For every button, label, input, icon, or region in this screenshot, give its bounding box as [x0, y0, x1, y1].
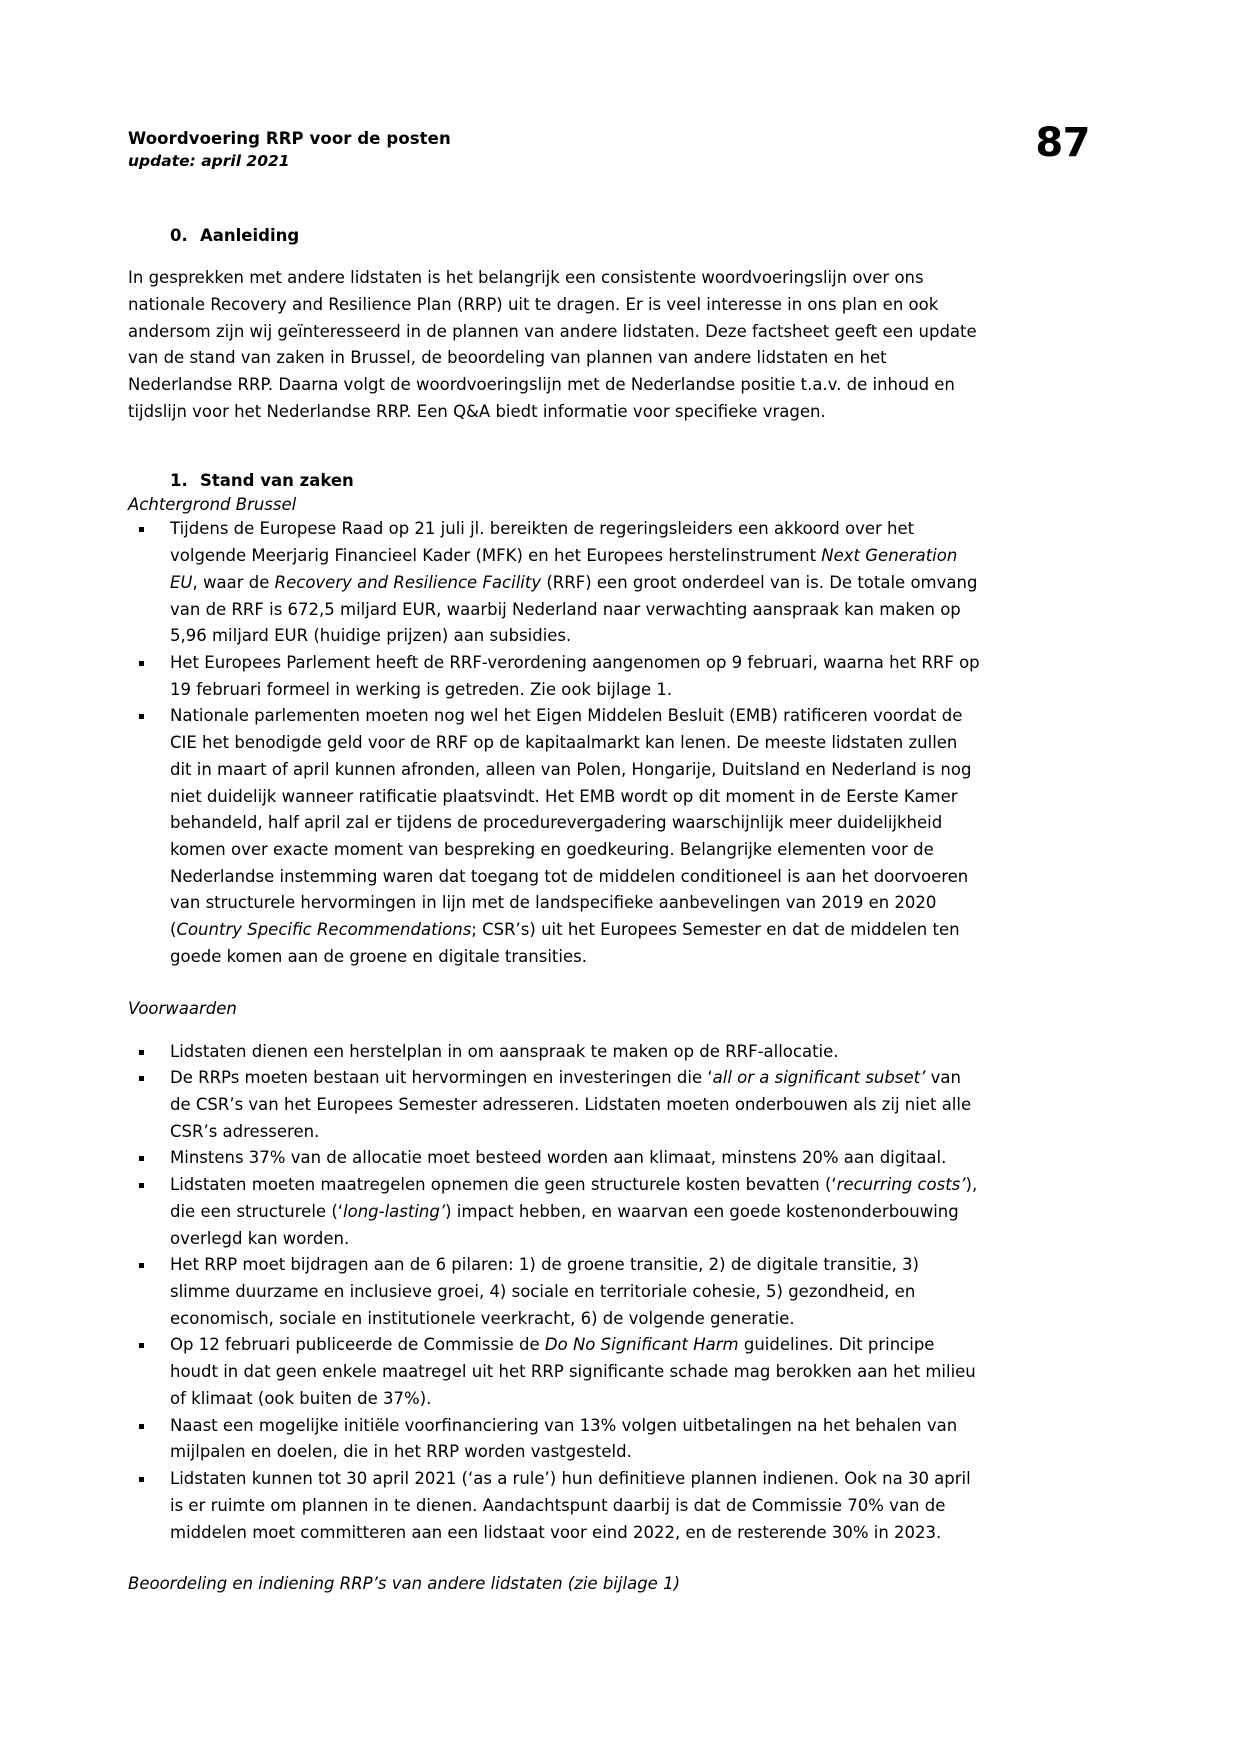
list-item-text: Op 12 februari publiceerde de Commissie de	[170, 1335, 545, 1355]
emphasised-term: Do No Significant Harm	[544, 1335, 739, 1355]
document-subtitle: update: april 2021	[128, 152, 290, 171]
list-item	[128, 1413, 984, 1466]
achtergrond-bullet-list	[128, 516, 984, 970]
subheading-achtergrond-brussel: Achtergrond Brussel	[128, 494, 297, 514]
list-item	[128, 1466, 984, 1546]
list-item-text: Naast een mogelijke initiële voorfinanciering van 13% volgen uitbetalingen na het behalen van mijlpalen en doelen, die in het RRP worden vastgesteld.	[170, 1415, 958, 1462]
section-number: 0.	[170, 226, 188, 245]
list-item	[128, 650, 984, 703]
emphasised-term: Next Generation EU	[170, 546, 958, 592]
emphasised-term: long-lasting’	[343, 1201, 446, 1221]
emphasised-term: recurring costs’	[836, 1175, 966, 1195]
list-item-text: , waar de	[192, 572, 275, 592]
list-item	[128, 703, 984, 970]
section-title: Stand van zaken	[200, 471, 354, 491]
list-item-text: Het RRP moet bijdragen aan de 6 pilaren: 1) de groene transitie, 2) de digitale transitie, 3) slimme duurzame en inclusieve groei, 4) sociale en territoriale cohesie, 5) gezondheid, en economisch, sociale en institutionele veerkracht, 6) de volgende generatie.	[170, 1255, 919, 1328]
list-item	[128, 1172, 984, 1252]
list-item-text: guidelines. Dit principe houdt in dat geen enkele maatregel uit het RRP significante schade mag berokken aan het milieu of klimaat (ook buiten de 37%).	[170, 1335, 976, 1408]
list-item	[128, 1332, 984, 1412]
list-item-text: Nationale parlementen moeten nog wel het Eigen Middelen Besluit (EMB) ratificeren voordat de CIE het benodigde geld voor de RRF op de kapitaalmarkt kan lenen. De meeste lidstaten zullen dit in maart of april kunnen afronden, alleen van Polen, Hongarije, Duitsland en Nederland is nog niet duidelijk wanneer ratificatie plaatsvindt. Het EMB wordt op dit moment in de Eerste Kamer behandeld, half april zal er tijdens de procedurevergadering waarschijnlijk meer duidelijkheid komen over exacte moment van bespreking en goedkeuring. Belangrijke elementen voor de Nederlandse instemming waren dat toegang tot de middelen conditioneel is aan het doorvoeren van structurele hervormingen in lijn met de landspecifieke aanbevelingen van 2019 en 2020 (	[170, 706, 972, 940]
emphasised-term: Country Specific Recommendations	[176, 920, 472, 940]
aanleiding-paragraph: In gesprekken met andere lidstaten is het belangrijk een consistente woordvoeringslijn over ons nationale Recovery and Resilience Plan (RRP) uit te dragen. Er is veel interesse in ons plan en ook andersom zijn wij geïnteresseerd in de plannen van andere lidstaten. Deze factsheet geeft een update van de stand van zaken in Brussel, de beoordeling van plannen van andere lidstaten en het Nederlandse RRP. Daarna volgt de woordvoeringslijn met de Nederlandse positie t.a.v. de inhoud en tijdslijn voor het Nederlandse RRP. Een Q&A biedt informatie voor specifieke vragen.	[128, 268, 977, 421]
emphasised-term: Recovery and Resilience Facility	[274, 572, 542, 592]
list-item-text: Het Europees Parlement heeft de RRF-verordening aangenomen op 9 februari, waarna het RRF op 19 februari formeel in werking is getreden. Zie ook bijlage 1.	[170, 653, 980, 699]
subheading-voorwaarden: Voorwaarden	[128, 998, 237, 1018]
list-item-text: Lidstaten moeten maatregelen opnemen die geen structurele kosten bevatten (‘	[170, 1175, 837, 1195]
list-item-text: van de CSR’s van het Europees Semester adresseren. Lidstaten moeten onderbouwen als zij niet alle CSR’s adresseren.	[170, 1068, 972, 1141]
list-item-text: ; CSR’s) uit het Europees Semester en dat de middelen ten goede komen aan de groene en digitale transities.	[170, 920, 960, 966]
list-item-text: De RRPs moeten bestaan uit hervormingen en investeringen die ‘	[170, 1068, 713, 1088]
section-heading-stand-van-zaken	[170, 469, 984, 492]
list-item-text: Lidstaten kunnen tot 30 april 2021 (‘as a rule’) hun definitieve plannen indienen. Ook na 30 april is er ruimte om plannen in te dienen. Aandachtspunt daarbij is dat de Commissie 70% van de middelen moet committeren aan een lidstaat voor eind 2022, en de resterende 30% in 2023.	[170, 1469, 971, 1542]
list-item-text: Minstens 37% van de allocatie moet besteed worden aan klimaat, minstens 20% aan digitaal.	[170, 1148, 947, 1168]
list-item-text: Lidstaten dienen een herstelplan in om aanspraak te maken op de RRF-allocatie.	[170, 1041, 839, 1061]
list-item	[128, 1039, 984, 1066]
page-content	[128, 120, 1090, 1596]
section-number: 1.	[170, 471, 188, 491]
section-title: Aanleiding	[200, 226, 300, 245]
document-title: Woordvoering RRP voor de posten	[128, 129, 451, 148]
list-item-text: Tijdens de Europese Raad op 21 juli jl. bereikten de regeringsleiders een akkoord over het volgende Meerjarig Financieel Kader (MFK) en het Europees herstelinstrument	[170, 519, 915, 566]
list-item	[128, 516, 984, 650]
page-number: 87	[1035, 120, 1090, 166]
voorwaarden-bullet-list	[128, 1039, 984, 1547]
list-item	[128, 1065, 984, 1145]
document-header	[128, 120, 1090, 190]
list-item	[128, 1145, 984, 1172]
list-item-text: ), die een structurele (‘	[170, 1175, 978, 1221]
emphasised-term: all or a significant subset’	[712, 1068, 926, 1088]
list-item-text: (RRF) een groot onderdeel van is. De totale omvang van de RRF is 672,5 miljard EUR, waarbij Nederland naar verwachting aanspraak kan maken op 5,96 miljard EUR (huidige prijzen) aan subsidies.	[170, 572, 978, 646]
list-item-text: ) impact hebben, en waarvan een goede kostenonderbouwing overlegd kan worden.	[170, 1201, 959, 1248]
section-heading-aanleiding	[170, 224, 984, 247]
list-item	[128, 1252, 984, 1332]
subheading-beoordeling-indiening: Beoordeling en indiening RRP’s van andere lidstaten (zie bijlage 1)	[128, 1574, 681, 1594]
